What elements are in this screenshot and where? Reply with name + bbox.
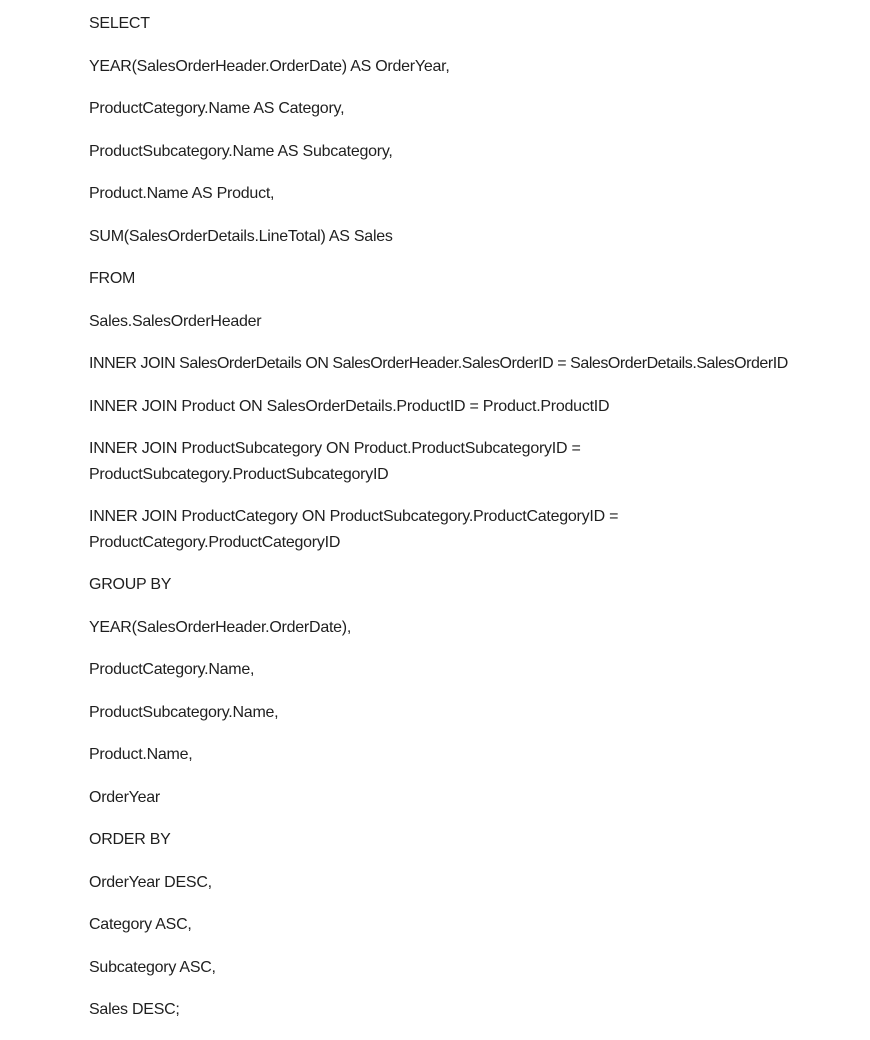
sql-line-from: FROM [89, 270, 136, 287]
sql-line-join-product-subcategory-part2: ProductSubcategory.ProductSubcategoryID [89, 465, 389, 483]
sql-line-select: SELECT [89, 15, 150, 32]
sql-line-order-subcategory-asc: Subcategory ASC, [89, 958, 216, 976]
sql-line-join-product-subcategory [89, 436, 864, 487]
sql-line-join-product-category-part2: ProductCategory.ProductCategoryID [89, 533, 341, 551]
sql-line-group-product: Product.Name, [89, 746, 193, 763]
sql-line-group-by: GROUP BY [89, 576, 172, 593]
sql-line-order-category-asc: Category ASC, [89, 916, 192, 933]
sql-line-select-subcategory: ProductSubcategory.Name AS Subcategory, [89, 142, 393, 160]
sql-line-join-product-category [89, 504, 864, 555]
sql-line-group-order-year: YEAR(SalesOrderHeader.OrderDate), [89, 618, 352, 636]
sql-line-select-sales: SUM(SalesOrderDetails.LineTotal) AS Sales [89, 227, 393, 245]
sql-query-document [89, 11, 864, 1040]
sql-line-select-category: ProductCategory.Name AS Category, [89, 100, 345, 117]
sql-line-join-product-category-part1: INNER JOIN ProductCategory ON ProductSubcategory.ProductCategoryID = [89, 508, 619, 525]
sql-line-select-order-year: YEAR(SalesOrderHeader.OrderDate) AS OrderYear, [89, 57, 450, 75]
sql-line-from-table: Sales.SalesOrderHeader [89, 312, 262, 330]
sql-line-order-year-desc: OrderYear DESC, [89, 873, 212, 891]
sql-line-group-order-year-alias: OrderYear [89, 788, 160, 806]
sql-line-group-subcategory: ProductSubcategory.Name, [89, 703, 279, 721]
sql-line-group-category: ProductCategory.Name, [89, 661, 255, 678]
sql-line-order-by: ORDER BY [89, 831, 171, 848]
sql-line-join-sales-order-details: INNER JOIN SalesOrderDetails ON SalesOrderHeader.SalesOrderID = SalesOrderDetails.SalesOrderID [89, 355, 788, 372]
sql-line-join-product-subcategory-part1: INNER JOIN ProductSubcategory ON Product.ProductSubcategoryID = [89, 440, 581, 457]
sql-line-join-product: INNER JOIN Product ON SalesOrderDetails.ProductID = Product.ProductID [89, 397, 610, 415]
sql-line-select-product: Product.Name AS Product, [89, 185, 275, 202]
sql-line-order-sales-desc: Sales DESC; [89, 1001, 180, 1018]
